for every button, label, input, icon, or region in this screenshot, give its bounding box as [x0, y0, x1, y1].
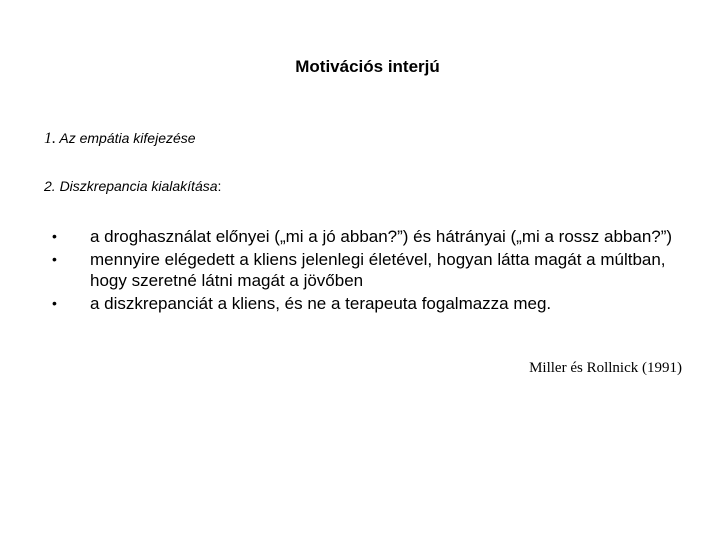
list-item	[44, 293, 694, 314]
bullet-icon: •	[52, 228, 57, 244]
citation: Miller és Rollnick (1991)	[529, 360, 682, 376]
list-item	[44, 226, 694, 247]
point-label: 2. Diszkrepancia kialakítása	[44, 178, 218, 194]
bullet-list	[44, 226, 694, 316]
bullet-icon: •	[52, 251, 57, 267]
slide-title: Motivációs interjú	[295, 57, 440, 76]
point-colon: :	[217, 178, 222, 194]
bullet-text: a droghasználat előnyei („mi a jó abban?”) és hátrányai („mi a rossz abban?”)	[90, 227, 673, 246]
list-item	[44, 249, 694, 291]
point-empathy	[44, 130, 196, 148]
point-number: 1.	[44, 130, 56, 147]
bullet-icon: •	[52, 295, 57, 311]
point-text: Az empátia kifejezése	[56, 130, 196, 146]
bullet-text: a diszkrepanciát a kliens, és ne a terapeuta fogalmazza meg.	[90, 294, 552, 313]
point-discrepancy	[44, 178, 221, 194]
bullet-text: mennyire elégedett a kliens jelenlegi életével, hogyan látta magát a múltban, hogy szeretné látni magát a jövőben	[90, 250, 666, 290]
